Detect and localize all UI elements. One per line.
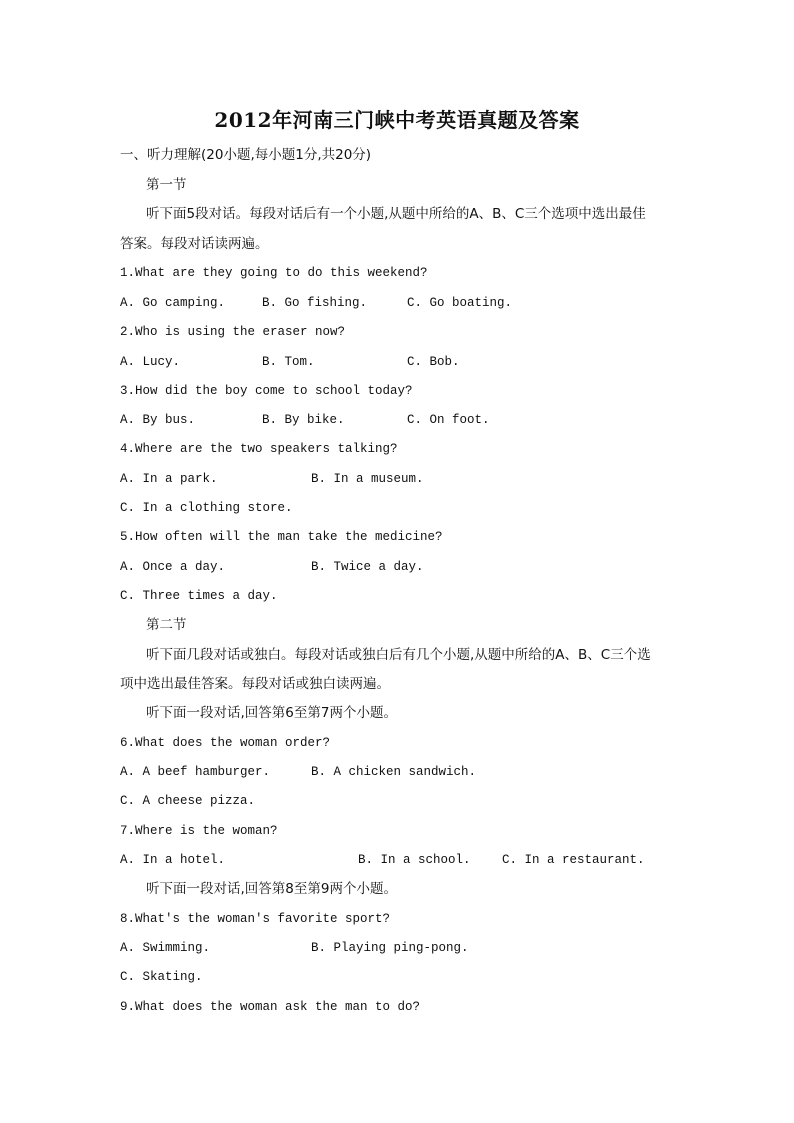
option-b: B. A chicken sandwich. (311, 765, 477, 779)
part2-label: 第二节 (146, 617, 187, 633)
option-b: B. Go fishing. (262, 296, 368, 310)
option-c: C. Skating. (120, 970, 203, 984)
option-c: C. In a clothing store. (120, 501, 293, 515)
question-text: 6.What does the woman order? (120, 736, 331, 750)
part2-instruction: 项中选出最佳答案。每段对话或独白读两遍。 (120, 676, 390, 692)
section-heading: 一、听力理解(20小题,每小题1分,共20分) (120, 147, 372, 163)
question-text: 3.How did the boy come to school today? (120, 384, 413, 398)
option-b: B. Tom. (262, 355, 315, 369)
question-text: 7.Where is the woman? (120, 824, 278, 838)
question-text: 9.What does the woman ask the man to do? (120, 1000, 421, 1014)
option-b: B. Playing ping-pong. (311, 941, 469, 955)
part1-label: 第一节 (146, 177, 187, 193)
option-c: C. In a restaurant. (502, 853, 645, 867)
option-a: A. Lucy. (120, 355, 181, 369)
option-a: A. By bus. (120, 413, 196, 427)
question-text: 4.Where are the two speakers talking? (120, 442, 398, 456)
option-c: C. Bob. (407, 355, 460, 369)
option-b: B. Twice a day. (311, 560, 424, 574)
question-text: 5.How often will the man take the medicine? (120, 530, 443, 544)
page-title: 2012年河南三门峡中考英语真题及答案 (214, 108, 580, 132)
question-text: 2.Who is using the eraser now? (120, 325, 346, 339)
group-instruction: 听下面一段对话,回答第6至第7两个小题。 (146, 705, 397, 721)
option-c: C. A cheese pizza. (120, 794, 256, 808)
group-instruction: 听下面一段对话,回答第8至第9两个小题。 (146, 881, 397, 897)
part1-instruction: 听下面5段对话。每段对话后有一个小题,从题中所给的A、B、C三个选项中选出最佳 (146, 206, 646, 222)
option-a: A. Once a day. (120, 560, 226, 574)
option-a: A. In a hotel. (120, 853, 226, 867)
question-text: 8.What's the woman's favorite sport? (120, 912, 391, 926)
option-c: C. Go boating. (407, 296, 513, 310)
option-c: C. Three times a day. (120, 589, 278, 603)
option-a: A. Go camping. (120, 296, 226, 310)
option-b: B. In a museum. (311, 472, 424, 486)
part1-instruction: 答案。每段对话读两遍。 (120, 236, 269, 252)
option-b: B. In a school. (358, 853, 471, 867)
option-c: C. On foot. (407, 413, 490, 427)
option-a: A. A beef hamburger. (120, 765, 271, 779)
option-b: B. By bike. (262, 413, 345, 427)
question-text: 1.What are they going to do this weekend? (120, 266, 428, 280)
option-a: A. Swimming. (120, 941, 211, 955)
part2-instruction: 听下面几段对话或独白。每段对话或独白后有几个小题,从题中所给的A、B、C三个选 (146, 647, 651, 663)
option-a: A. In a park. (120, 472, 218, 486)
